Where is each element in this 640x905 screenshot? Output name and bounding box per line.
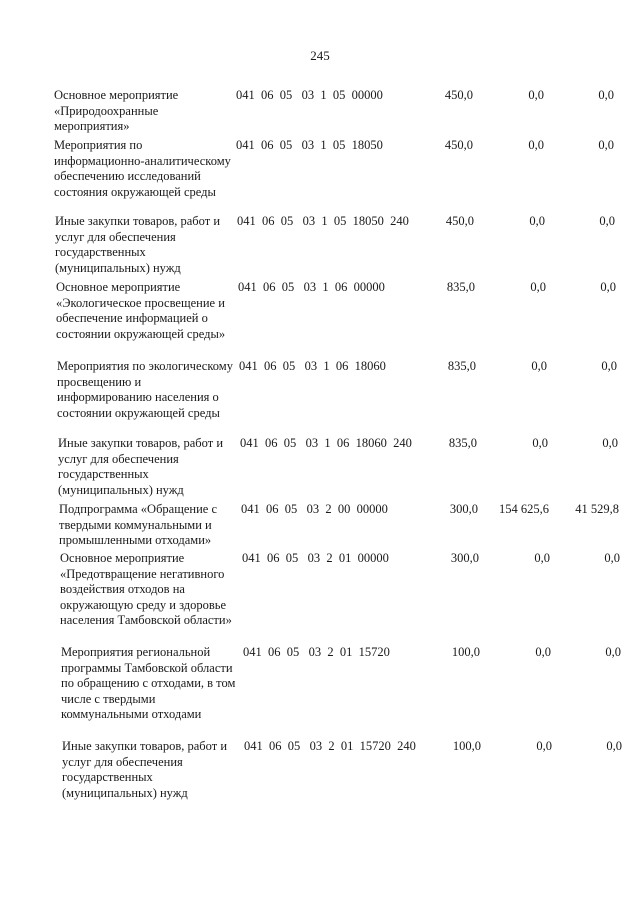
row-amount-1: 450,0 [444, 88, 473, 102]
row-amount-3: 0,0 [606, 739, 622, 753]
row-description: Мероприятия по информационно-аналитическому обеспечению исследований состояния окружающей среды [54, 138, 231, 199]
row-amount-1: 300,0 [449, 502, 478, 516]
row-description: Подпрограмма «Обращение с твердыми коммунальными и промышленными отходами» [59, 502, 218, 547]
row-amount-3: 0,0 [599, 214, 615, 228]
row-classification-code: 041 06 05 03 2 01 00000 [242, 551, 389, 565]
row-amount-1: 100,0 [452, 739, 481, 753]
row-amount-1: 835,0 [446, 280, 475, 294]
row-amount-2: 0,0 [530, 280, 546, 294]
row-amount-2: 0,0 [532, 436, 548, 450]
row-description: Иные закупки товаров, работ и услуг для обеспечения государственных (муниципальных) нужд [55, 214, 221, 275]
row-amount-1: 300,0 [450, 551, 479, 565]
row-amount-1: 450,0 [444, 138, 473, 152]
row-description: Иные закупки товаров, работ и услуг для обеспечения государственных (муниципальных) нужд [62, 739, 228, 800]
row-amount-3: 0,0 [604, 551, 620, 565]
row-classification-code: 041 06 05 03 2 00 00000 [241, 502, 388, 516]
row-description: Основное мероприятие «Экологическое просвещение и обеспечение информацией о состоянии окружающей среды» [56, 280, 226, 341]
row-amount-1: 100,0 [451, 645, 480, 659]
row-amount-2: 0,0 [531, 359, 547, 373]
row-amount-3: 41 529,8 [575, 502, 619, 516]
row-amount-1: 450,0 [445, 214, 474, 228]
row-amount-2: 0,0 [535, 645, 551, 659]
row-classification-code: 041 06 05 03 1 06 00000 [238, 280, 385, 294]
row-classification-code: 041 06 05 03 1 06 18060 240 [240, 436, 412, 450]
row-classification-code: 041 06 05 03 1 05 18050 [236, 138, 383, 152]
row-description: Мероприятия региональной программы Тамбовской области по обращению с отходами, в том числе с твердыми коммунальными отходами [61, 645, 236, 721]
row-amount-3: 0,0 [602, 436, 618, 450]
row-amount-1: 835,0 [447, 359, 476, 373]
row-classification-code: 041 06 05 03 2 01 15720 [243, 645, 390, 659]
row-amount-3: 0,0 [601, 359, 617, 373]
row-amount-2: 0,0 [534, 551, 550, 565]
row-classification-code: 041 06 05 03 2 01 15720 240 [244, 739, 416, 753]
row-amount-3: 0,0 [598, 138, 614, 152]
row-amount-2: 0,0 [536, 739, 552, 753]
row-amount-3: 0,0 [605, 645, 621, 659]
row-description: Основное мероприятие «Природоохранные мероприятия» [54, 88, 179, 133]
row-description: Иные закупки товаров, работ и услуг для обеспечения государственных (муниципальных) нужд [58, 436, 224, 497]
row-description: Мероприятия по экологическому просвещению и информированию населения о состоянии окружающей среды [57, 359, 233, 420]
row-classification-code: 041 06 05 03 1 05 00000 [236, 88, 383, 102]
row-description: Основное мероприятие «Предотвращение негативного воздействия отходов на окружающую среду и здоровье населения Тамбовской области» [60, 551, 232, 627]
row-amount-2: 0,0 [528, 88, 544, 102]
row-amount-2: 154 625,6 [499, 502, 549, 516]
row-amount-1: 835,0 [448, 436, 477, 450]
row-classification-code: 041 06 05 03 1 05 18050 240 [237, 214, 409, 228]
row-amount-3: 0,0 [600, 280, 616, 294]
row-amount-2: 0,0 [528, 138, 544, 152]
row-amount-3: 0,0 [598, 88, 614, 102]
row-classification-code: 041 06 05 03 1 06 18060 [239, 359, 386, 373]
row-amount-2: 0,0 [529, 214, 545, 228]
page-number: 245 [310, 48, 330, 63]
